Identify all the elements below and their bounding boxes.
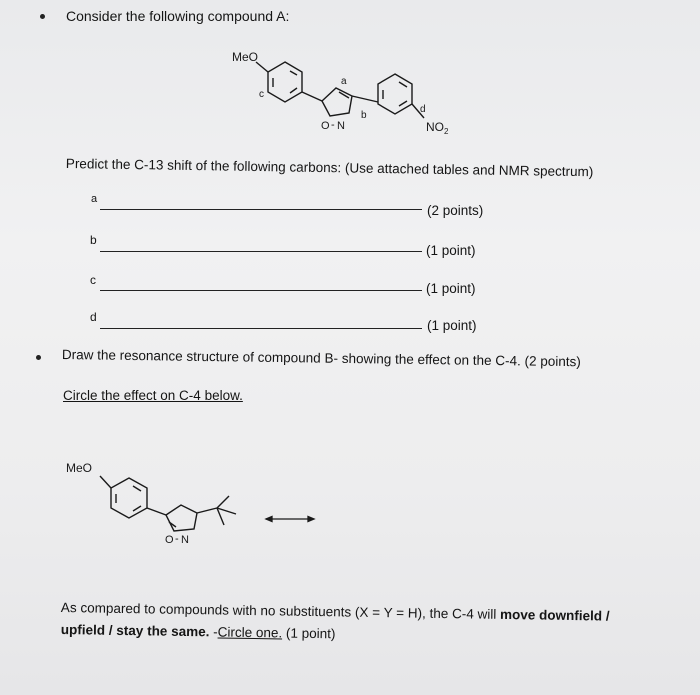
isoxazole-ring (322, 88, 352, 116)
answer-c-points: (1 point) (426, 281, 476, 296)
compound-a-meo: MeO (232, 50, 259, 64)
question-1-intro: Consider the following compound A: (66, 8, 290, 24)
answer-a-line[interactable] (100, 209, 422, 210)
question-2-prompt: Draw the resonance structure of compound B- showing the effect on the C-4. (2 points) (61, 347, 581, 370)
bullet-2 (36, 355, 41, 360)
answer-b-letter: b (90, 233, 97, 247)
question-3-text: As compared to compounds with no substituents (X = Y = H), the C-4 will (60, 600, 497, 622)
option-upfield-stay-same[interactable]: upfield / stay the same. (60, 622, 210, 640)
answer-c-line[interactable] (100, 290, 422, 291)
answer-d-line[interactable] (100, 328, 422, 329)
question-3-line-1 (61, 600, 610, 624)
compound-a-label-c: c (259, 89, 264, 100)
answer-c-letter: c (90, 273, 96, 287)
compound-a-label-d: d (420, 104, 426, 115)
resonance-arrow (266, 517, 314, 522)
compound-b-structure (0, 450, 700, 570)
compound-a-no2: $NO_2$ (426, 120, 449, 136)
compound-a-label-a: a (341, 76, 347, 87)
answer-d-letter: d (90, 310, 97, 324)
compound-a-ring-n: N (337, 120, 345, 132)
question-1-prompt: Predict the C-13 shift of the following carbons: (Use attached tables and NMR spectrum) (65, 156, 594, 180)
option-move-downfield[interactable]: move downfield / (499, 606, 610, 624)
question-3-line-2 (61, 622, 336, 641)
isoxazole-ring-b (166, 505, 197, 531)
svg-text:-: - (331, 119, 335, 131)
answer-b-points: (1 point) (426, 243, 476, 258)
compound-a-label-b: b (361, 110, 367, 121)
compound-a-ring-o: O (321, 120, 330, 132)
answer-d-points: (1 point) (427, 318, 477, 333)
compound-b-ring-o: O (165, 534, 174, 546)
circle-one-instruction: Circle one. (217, 624, 283, 641)
answer-a-points: (2 points) (427, 203, 484, 218)
compound-b-meo: MeO (66, 461, 93, 475)
svg-text:-: - (175, 533, 179, 545)
circle-instruction: Circle the effect on C-4 below. (63, 388, 243, 403)
answer-a-letter: a (91, 193, 98, 205)
compound-a-structure (0, 0, 700, 150)
compound-b-ring-n: N (181, 534, 189, 546)
question-3-points: (1 point) (285, 625, 336, 642)
answer-b-line[interactable] (100, 251, 422, 252)
question-3-dash: - (209, 624, 218, 640)
